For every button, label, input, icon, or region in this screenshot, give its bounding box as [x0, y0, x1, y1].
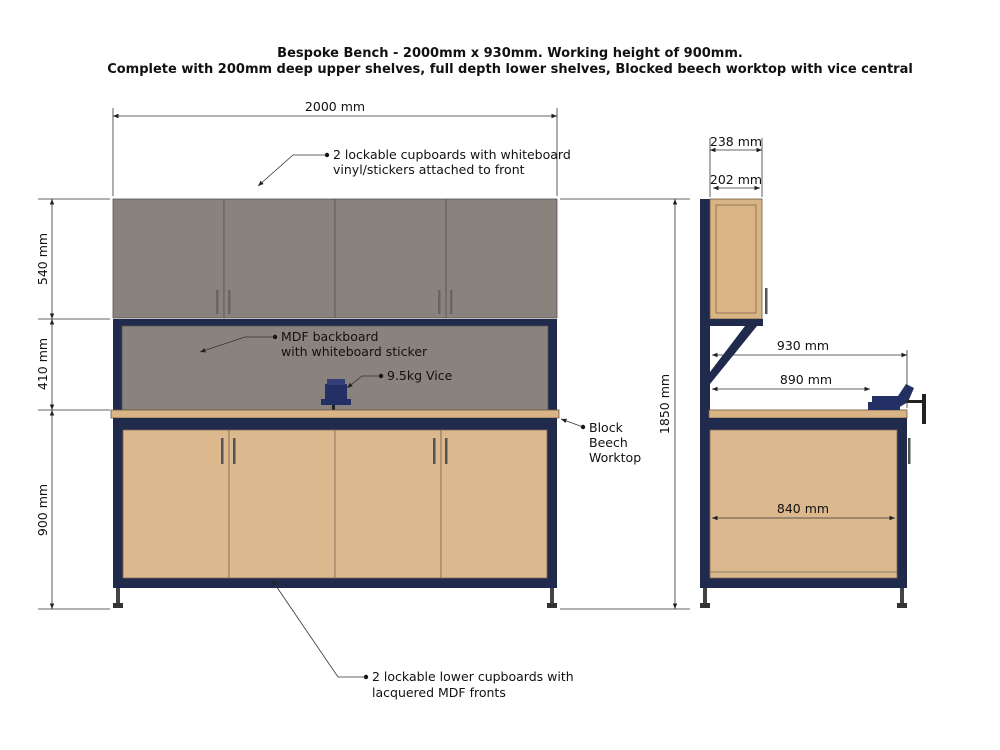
lower-handle — [221, 438, 224, 464]
foot — [700, 603, 710, 608]
dim-backboard-height: 410 mm — [35, 337, 50, 391]
upper-door-1 — [113, 199, 224, 318]
dim-lower-height: 900 mm — [35, 483, 50, 537]
label-upper-cupboards-2: vinyl/stickers attached to front — [333, 162, 525, 177]
dim-vice-reach: 890 mm — [779, 372, 833, 387]
dim-lower-depth: 840 mm — [776, 501, 830, 516]
label-lower-cupboards-1: 2 lockable lower cupboards with — [372, 669, 574, 684]
upper-door-4 — [446, 199, 557, 318]
dim-total-height: 1850 mm — [657, 373, 672, 435]
foot — [550, 588, 554, 603]
upper-cabinet-side — [710, 199, 762, 319]
lower-door-4 — [441, 430, 547, 578]
upper-handle — [216, 290, 219, 314]
foot — [113, 603, 123, 608]
upper-door-3 — [335, 199, 446, 318]
right-upright-upper — [548, 319, 557, 410]
worktop — [111, 410, 559, 418]
dim-upper-depth-outer: 238 mm — [709, 134, 763, 149]
upper-handle — [438, 290, 441, 314]
label-backboard-2: with whiteboard sticker — [281, 344, 428, 359]
upper-handle — [228, 290, 231, 314]
label-backboard-1: MDF backboard — [281, 329, 379, 344]
lower-top-rail — [113, 418, 557, 430]
title-line-1: Bespoke Bench - 2000mm x 930mm. Working height of 900mm. — [277, 46, 743, 61]
lower-door-3 — [335, 430, 441, 578]
lower-door-1 — [123, 430, 229, 578]
label-worktop-2: Beech — [589, 435, 628, 450]
top-rail — [113, 319, 557, 326]
label-lower-cupboards-2: lacquered MDF fronts — [372, 685, 506, 700]
upper-door-2 — [224, 199, 335, 318]
bottom-rail — [113, 578, 557, 588]
upper-handle-side — [765, 288, 768, 314]
foot — [547, 603, 557, 608]
lower-handle — [233, 438, 236, 464]
dim-upper-height: 540 mm — [35, 232, 50, 286]
rear-upright — [700, 199, 710, 588]
right-leg — [547, 418, 557, 588]
label-upper-cupboards-1: 2 lockable cupboards with whiteboard — [333, 147, 571, 162]
label-vice: 9.5kg Vice — [387, 368, 453, 383]
front-view — [111, 199, 559, 608]
lower-door-2 — [229, 430, 335, 578]
front-leg — [897, 418, 907, 588]
foot — [897, 603, 907, 608]
upper-cupboards — [113, 199, 557, 318]
label-worktop-1: Block — [589, 420, 623, 435]
dim-width: 2000 mm — [304, 99, 366, 114]
dim-worktop-depth: 930 mm — [776, 338, 830, 353]
left-leg — [113, 418, 123, 588]
foot — [116, 588, 120, 603]
label-worktop-3: Worktop — [589, 450, 642, 465]
side-view — [700, 199, 926, 608]
left-upright-upper — [113, 319, 122, 410]
lower-handle — [445, 438, 448, 464]
shelf-bracket — [710, 319, 763, 326]
dim-upper-depth-inner: 202 mm — [709, 172, 763, 187]
upper-handle — [450, 290, 453, 314]
foot — [703, 588, 707, 603]
foot — [900, 588, 904, 603]
side-worktop — [709, 410, 907, 418]
side-bottom-rail — [700, 578, 907, 588]
lower-handle-side — [908, 438, 911, 464]
lower-handle — [433, 438, 436, 464]
title-line-2: Complete with 200mm deep upper shelves, full depth lower shelves, Blocked beech worktop with vice central — [107, 62, 913, 77]
side-top-rail — [700, 418, 907, 430]
